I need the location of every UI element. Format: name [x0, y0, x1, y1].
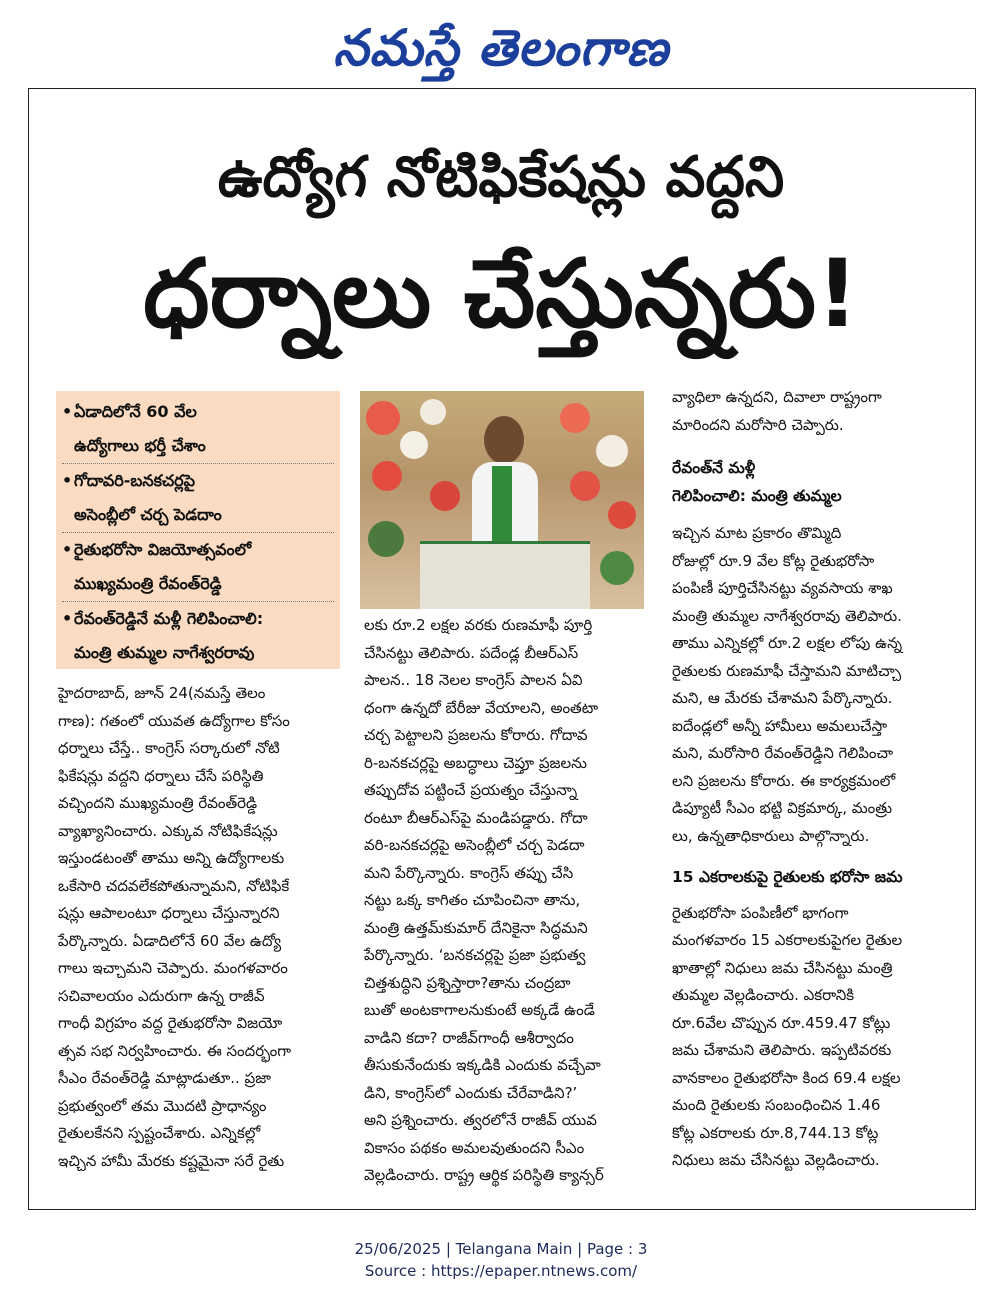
text-line: రైతుభరోసా పంపిణీలో భాగంగా	[672, 903, 849, 922]
masthead	[0, 8, 1002, 88]
highlights-box	[56, 391, 340, 669]
text-line: లకు రూ.2 లక్షల వరకు రుణమాఫీ పూర్తి	[364, 616, 593, 634]
text-line: గాలు ఇచ్చామని చెప్పారు. మంగళవారం	[58, 959, 288, 977]
text-line: రైతులకేనని స్పష్టంచేశారు. ఎన్నికల్లో	[58, 1124, 261, 1142]
text-line: లు, ఉన్నతాధికారులు పాల్గొన్నారు.	[672, 826, 870, 845]
text-line: ధంగా ఉన్నదో బేరీజు వేయాలని, అంతటా	[364, 698, 599, 717]
text-line: సచివాలయం ఎదురుగా ఉన్న రాజీవ్	[58, 986, 265, 1005]
text-line: పంపిణీ పూర్తిచేసినట్టు వ్యవసాయ శాఖ	[672, 579, 893, 597]
highlight-line: రేవంత్‌రెడ్డినే మళ్లీ గెలిపించాలి:	[74, 609, 264, 628]
bullet-icon: •	[62, 540, 73, 559]
text-line: వాడిని కదా? రాజీవ్‌గాంధీ ఆశీర్వాదం	[364, 1028, 574, 1047]
text-line: చేసినట్టు తెలిపారు. పదేండ్ల బీఆర్‌ఎస్	[364, 643, 579, 662]
highlight-line: అసెంబ్లీలో చర్చ పెడదాం	[74, 505, 222, 524]
text-line: రి-బనకచర్లపై అబద్ధాలు చెప్తూ ప్రజలను	[364, 753, 587, 772]
bullet-icon: •	[62, 471, 73, 490]
headline-line-1: ఉద్యోగ నోటిఫికేషన్లు వద్దని	[217, 145, 785, 210]
text-line: వానకాలం రైతుభరోసా కింద 69.4 లక్షల	[672, 1068, 901, 1087]
headline-line-2: ధర్నాలు చేస్తున్నరు!	[143, 240, 859, 349]
text-line: ఇచ్చిన మాట ప్రకారం తొమ్మిది	[672, 524, 842, 542]
bullet-icon: •	[62, 402, 73, 421]
highlight-line: గోదావరి-బనకచర్లపై	[74, 471, 195, 490]
text-line: నట్టు ఒక్క కాగితం చూపించినా తాను,	[364, 891, 581, 909]
text-line: జమ చేశామని తెలిపారు. ఇప్పటివరకు	[672, 1041, 892, 1059]
text-line: మారిందని మరోసారి చెప్పారు.	[672, 415, 844, 434]
text-line: తీసుకునేందుకు ఇక్కడికి ఎందుకు వచ్చేవా	[364, 1056, 601, 1074]
text-line: రోజుల్లో రూ.9 వేల కోట్ల రైతుభరోసా	[672, 551, 875, 570]
text-line: అని ప్రశ్నించారు. త్వరలోనే రాజీవ్ యువ	[364, 1111, 597, 1129]
text-line: డిప్యూటీ సీఎం భట్టి విక్రమార్క, మంత్రు	[672, 799, 893, 817]
text-line: వరి-బనకచర్లపై అసెంబ్లీలో చర్చ పెడదా	[364, 836, 585, 854]
text-line: మని పేర్కొన్నారు. కాంగ్రెస్ తప్పు చేసి	[364, 863, 574, 882]
text-line: ఖాతాల్లో నిధులు జమ చేసినట్టు మంత్రి	[672, 958, 893, 977]
text-line: గాణ): గతంలో యువత ఉద్యోగాల కోసం	[58, 711, 290, 730]
text-line: లని ప్రజలను కోరారు. ఈ కార్యక్రమంలో	[672, 771, 896, 790]
column-2	[364, 612, 646, 1190]
text-line: ఒకేసారి చదవలేకపోతున్నామని, నోటిఫికే	[58, 876, 290, 895]
bullet-icon: •	[62, 609, 73, 628]
highlight-line: రైతుభరోసా విజయోత్సవంలో	[74, 540, 252, 559]
subheading: 15 ఎకరాలకుపై రైతులకు భరోసా జమ	[672, 868, 903, 886]
text-line: ఐదేండ్లలో అన్నీ హామీలు అమలుచేస్తా	[672, 716, 888, 735]
highlight-line: ముఖ్యమంత్రి రేవంత్‌రెడ్డి	[74, 574, 222, 593]
text-line: మంత్రి ఉత్తమ్‌కుమార్ దేనికైనా సిద్ధమని	[364, 918, 588, 937]
subheading	[672, 455, 954, 510]
text-line: ఇచ్చిన హామీ మేరకు కష్టమైనా సరే రైతు	[58, 1151, 285, 1170]
text-line: వ్యాధిలా ఉన్నదని, దివాలా రాష్ట్రంగా	[672, 388, 882, 406]
text-line: సీఎం రేవంత్‌రెడ్డి మాట్లాడుతూ.. ప్రజా	[58, 1069, 271, 1087]
text-line: తప్పుదోవ పట్టించే ప్రయత్నం చేస్తున్నా	[364, 781, 578, 799]
text-line: ఇస్తుండటంతో తాము అన్ని ఉద్యోగాలకు	[58, 849, 285, 867]
text-line: ధర్నాలు చేస్తే.. కాంగ్రెస్ సర్కారులో నోటి	[58, 739, 280, 757]
highlight-line: మంత్రి తుమ్మల నాగేశ్వరరావు	[74, 643, 255, 662]
text-line: కోట్ల ఎకరాలకు రూ.8,744.13 కోట్ల	[672, 1123, 879, 1142]
text-line: పాలన.. 18 నెలల కాంగ్రెస్ పాలన ఏవి	[364, 671, 583, 689]
text-line: త్సవ సభ నిర్వహించారు. ఈ సందర్భంగా	[58, 1041, 292, 1060]
text-line: తుమ్మల వెల్లడించారు. ఎకరానికి	[672, 986, 855, 1004]
text-line: రంటూ బీఆర్‌ఎస్‌పై మండిపడ్డారు. గోదా	[364, 808, 588, 827]
highlight-line: ఉద్యోగాలు భర్తీ చేశాం	[74, 436, 206, 455]
text-line: వెల్లడించారు. రాష్ట్ర ఆర్థిక పరిస్థితి క్యాన్సర్	[364, 1166, 604, 1184]
highlight-line: ఏడాదిలోనే 60 వేల	[74, 402, 197, 421]
text-line: మంగళవారం 15 ఎకరాలకుపైగల రైతుల	[672, 931, 903, 949]
text-line: నిధులు జమ చేసినట్టు వెల్లడించారు.	[672, 1151, 880, 1169]
text-line: మని, ఆ మేరకు చేశామని పేర్కొన్నారు.	[672, 689, 893, 707]
highlight-item	[62, 464, 334, 532]
highlight-item	[62, 602, 334, 670]
text-line: బుతో అంటకాగాలనుకుంటే అక్కడే ఉండే	[364, 1001, 595, 1019]
text-line: రూ.6వేల చొప్పున రూ.459.47 కోట్లు	[672, 1013, 891, 1032]
text-line: తాము ఎన్నికల్లో రూ.2 లక్షల లోపు ఉన్న	[672, 634, 903, 652]
subheading-line: రేవంత్‌నే మళ్లీ	[672, 459, 756, 477]
article-photo	[360, 391, 644, 609]
text-line: చర్చ పెట్టాలని ప్రజలను కోరారు. గోదావ	[364, 726, 588, 744]
subheading-line: గెలిపించాలి: మంత్రి తుమ్మల	[672, 486, 842, 505]
footer-source: Source : https://epaper.ntnews.com/	[364, 1262, 638, 1280]
text-line: మని, మరోసారి రేవంత్‌రెడ్డిని గెలిపించా	[672, 744, 894, 762]
highlight-item	[62, 533, 334, 601]
column-3	[672, 384, 954, 1175]
masthead-logo: నమస్తే తెలంగాణ	[333, 18, 669, 77]
text-line: హైదరాబాద్, జూన్ 24(నమస్తే తెలం	[58, 684, 266, 702]
text-line: వికాసం పథకం అమలవుతుందని సీఎం	[364, 1138, 585, 1157]
text-line: షన్లు ఆపాలంటూ ధర్నాలు చేస్తున్నారని	[58, 904, 280, 922]
text-line: వ్యాఖ్యానించారు. ఎక్కువ నోటిఫికేషన్లు	[58, 821, 278, 840]
highlight-item	[62, 395, 334, 463]
text-line: డిని, కాంగ్రెస్‌లో ఎందుకు చేరేవాడిని?’	[364, 1083, 578, 1102]
text-line: చిత్తశుద్ధిని ప్రశ్నిస్తారా?తాను చంద్రబా	[364, 973, 571, 992]
text-line: గాంధీ విగ్రహం వద్ద రైతుభరోసా విజయో	[58, 1014, 283, 1032]
footer-date-page: 25/06/2025 | Telangana Main | Page : 3	[354, 1240, 648, 1258]
column-1	[58, 680, 340, 1175]
text-line: మంత్రి తుమ్మల నాగేశ్వరరావు తెలిపారు.	[672, 606, 902, 625]
podium	[420, 541, 590, 609]
text-line: రైతులకు రుణమాఫీ చేస్తామని మాటిచ్చా	[672, 661, 902, 680]
text-line: వచ్చిందని ముఖ్యమంత్రి రేవంత్‌రెడ్డి	[58, 794, 258, 812]
text-line: ఫికేషన్లు వద్దని ధర్నాలు చేసే పరిస్థితి	[58, 766, 264, 785]
text-line: మంది రైతులకు సంబంధించిన 1.46	[672, 1096, 881, 1114]
text-line: పేర్కొన్నారు. ఏడాదిలోనే 60 వేల ఉద్యో	[58, 931, 282, 950]
text-line: ప్రభుత్వంలో తమ మొదటి ప్రాధాన్యం	[58, 1096, 267, 1115]
text-line: పేర్కొన్నారు. ‘బనకచర్లపై ప్రజా ప్రభుత్వ	[364, 946, 586, 964]
